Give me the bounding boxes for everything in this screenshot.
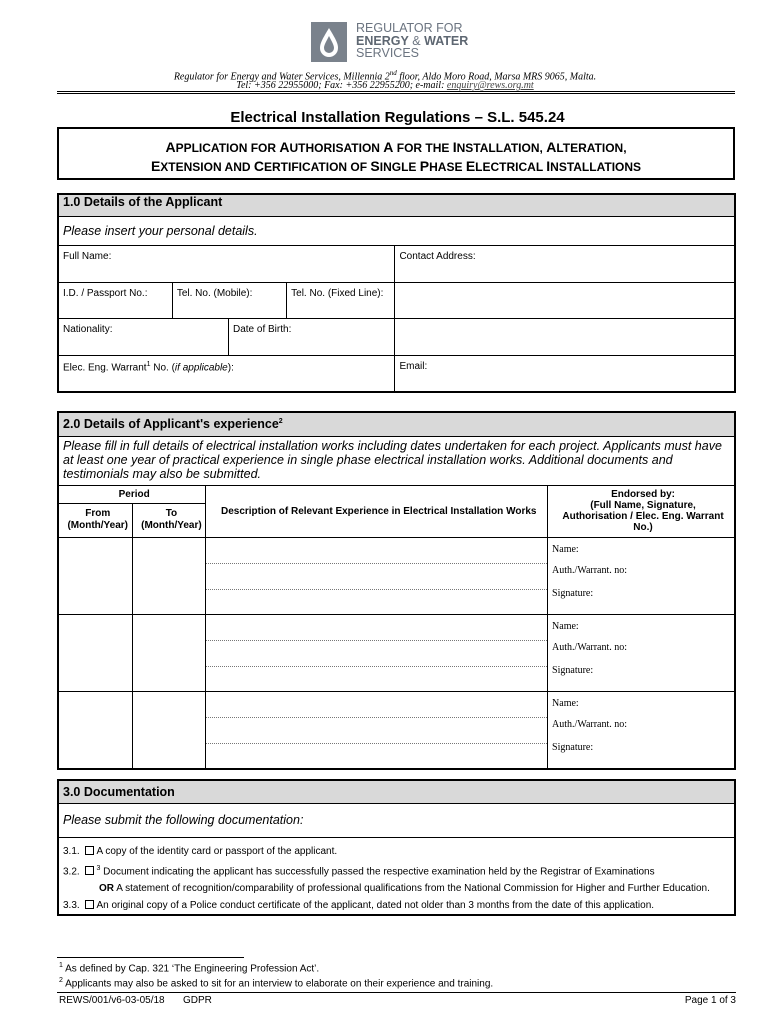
title-fragment: NSTALLATIONS [550, 160, 642, 174]
signature-label: Signature: [552, 664, 594, 676]
contact-address-label: Contact Address: [399, 250, 476, 262]
form-reference: REWS/001/v6-03-05/18 [59, 995, 165, 1006]
full-name-field[interactable] [58, 245, 395, 282]
page-title: Electrical Installation Regulations – S.L. 545.24 [230, 109, 565, 126]
logo-energy: ENERGY [356, 33, 409, 48]
experience-row [58, 614, 735, 691]
full-name-label: Full Name: [63, 250, 112, 262]
title-fragment: I [546, 158, 551, 174]
doc-item-3-1: 3.1. A copy of the identity card or passport of the applicant. [63, 845, 338, 857]
logo-line-1: REGULATOR FOR [356, 21, 463, 35]
to-input[interactable] [133, 537, 206, 614]
description-header: Description of Relevant Experience in Electrical Installation Works [206, 485, 548, 537]
title-fragment: HASE [429, 160, 466, 174]
doc-item-3-2: 3.2. $^3$ Document indicating the applicant has successfully passed the respective examination held by the Registrar of Examinations [63, 864, 655, 877]
logo-line-3: SERVICES [356, 46, 419, 60]
to-header: To (Month/Year) [133, 503, 206, 537]
title-fragment: A [279, 139, 290, 155]
title-fragment: A [383, 139, 394, 155]
to-input[interactable] [133, 691, 206, 769]
application-title-box [57, 127, 735, 180]
title-fragment: XTENSION AND [160, 160, 254, 174]
signature-label: Signature: [552, 741, 594, 753]
tel-mobile-label: Tel. No. (Mobile): [176, 287, 253, 299]
checkbox[interactable] [85, 846, 94, 855]
title-fragment: INGLE [379, 160, 420, 174]
section-3-documentation [57, 779, 736, 916]
title-fragment: E [150, 158, 161, 174]
section-2-heading: 2.0 Details of Applicant's experience$^2$ [58, 412, 735, 436]
from-input[interactable] [58, 537, 133, 614]
nationality-field[interactable] [58, 318, 228, 355]
title-fragment: I [452, 139, 457, 155]
endorsement-cell[interactable] [548, 537, 735, 614]
title-fragment: NSTALLATION, [456, 141, 547, 155]
documentation-list [58, 837, 735, 915]
title-fragment: C [253, 158, 264, 174]
title-fragment: E [465, 158, 476, 174]
footnote-2: $^2$ Applicants may also be asked to sit for an interview to elaborate on their experience and training. [59, 977, 494, 990]
rews-logo [311, 22, 501, 64]
header-rule [57, 91, 735, 92]
tel-fixed-label: Tel. No. (Fixed Line): [291, 287, 384, 299]
email-link[interactable]: enquiry@rews.org.mt [446, 80, 534, 91]
doc-item-3-2-or: OR A statement of recognition/comparability of professional qualifications from the National Commission for Higher and Further Education. [99, 882, 710, 894]
dob-field[interactable] [228, 318, 394, 355]
footnote-1: $^1$ As defined by Cap. 321 ‘The Engineering Profession Act’. [59, 962, 320, 975]
contact-address-continued-2[interactable] [395, 318, 735, 355]
gdpr-label: GDPR [183, 995, 212, 1006]
signature-label: Signature: [552, 587, 594, 599]
auth-label: Auth./Warrant. no: [552, 641, 628, 653]
contact-address-field[interactable] [395, 245, 735, 282]
from-input[interactable] [58, 614, 133, 691]
doc-item-3-3: 3.3. An original copy of a Police conduct certificate of the applicant, dated not older than 3 months from the date of this application. [63, 899, 655, 911]
address-line-2: Tel: +356 22955000; Fax: +356 22955200; e-mail: enquiry@rews.org.mt [236, 80, 534, 91]
address-line-1: Regulator for Energy and Water Services, Millennia 2nd floor, Aldo Moro Road, Marsa MRS 9065, Malta. [173, 69, 597, 83]
section-1-heading: 1.0 Details of the Applicant [58, 194, 735, 216]
endorsement-cell[interactable] [548, 691, 735, 769]
section-3-instruction: Please submit the following documentation: [58, 803, 735, 837]
title-fragment: A [546, 139, 557, 155]
water-drop-logo-icon [311, 22, 347, 62]
id-passport-field[interactable] [58, 282, 172, 318]
title-fragment: A [165, 139, 176, 155]
nationality-label: Nationality: [63, 323, 113, 335]
name-label: Name: [552, 697, 579, 709]
section-2-instruction: Please fill in full details of electrical installation works including dates undertaken for each project. Applicants must have at least one year of practical experience in single phase electrical installation works. Additional documents and testimonials may also be submitted. [58, 436, 735, 485]
checkbox[interactable] [85, 866, 94, 875]
experience-row [58, 537, 735, 614]
name-label: Name: [552, 543, 579, 555]
warrant-field[interactable]: Elec. Eng. Warrant$^1$ No. (if applicable): [58, 355, 395, 392]
name-label: Name: [552, 620, 579, 632]
title-fragment: LTERATION, [556, 141, 627, 155]
endorsed-header: Endorsed by: (Full Name, Signature, Authorisation / Elec. Eng. Warrant No.) [548, 485, 735, 537]
to-input[interactable] [133, 614, 206, 691]
tel-fixed-field[interactable] [287, 282, 395, 318]
period-header: Period [58, 485, 206, 503]
tel-mobile-field[interactable] [172, 282, 286, 318]
experience-row [58, 691, 735, 769]
section-1-instruction: Please insert your personal details. [58, 216, 735, 245]
application-title-line-2 [59, 157, 733, 176]
section-2-experience [57, 411, 736, 770]
title-fragment: PPLICATION FOR [175, 141, 280, 155]
section-3-heading: 3.0 Documentation [58, 780, 735, 803]
description-input[interactable] [206, 537, 548, 614]
from-input[interactable] [58, 691, 133, 769]
title-fragment: ERTIFICATION OF [263, 160, 371, 174]
from-header: From (Month/Year) [58, 503, 133, 537]
footer-rule [57, 992, 736, 993]
auth-label: Auth./Warrant. no: [552, 564, 628, 576]
title-fragment: P [419, 158, 430, 174]
application-title-line-1 [59, 138, 733, 157]
title-fragment: S [370, 158, 380, 174]
footnote-rule [57, 957, 244, 958]
contact-address-continued[interactable] [395, 282, 735, 318]
endorsement-cell[interactable] [548, 614, 735, 691]
email-label: Email: [399, 360, 428, 372]
description-input[interactable] [206, 691, 548, 769]
section-1-applicant-details [57, 193, 736, 393]
id-passport-label: I.D. / Passport No.: [63, 287, 148, 299]
checkbox[interactable] [85, 900, 94, 909]
logo-water: WATER [424, 33, 469, 48]
title-fragment: LECTRICAL [475, 160, 547, 174]
email-field[interactable] [395, 355, 735, 392]
dob-label: Date of Birth: [232, 323, 292, 335]
page-number: Page 1 of 3 [684, 995, 736, 1006]
description-input[interactable] [206, 614, 548, 691]
auth-label: Auth./Warrant. no: [552, 718, 628, 730]
title-fragment: FOR THE [393, 141, 453, 155]
logo-amp: & [408, 33, 425, 48]
title-fragment: UTHORISATION [289, 141, 384, 155]
header-rule-2 [57, 93, 735, 94]
